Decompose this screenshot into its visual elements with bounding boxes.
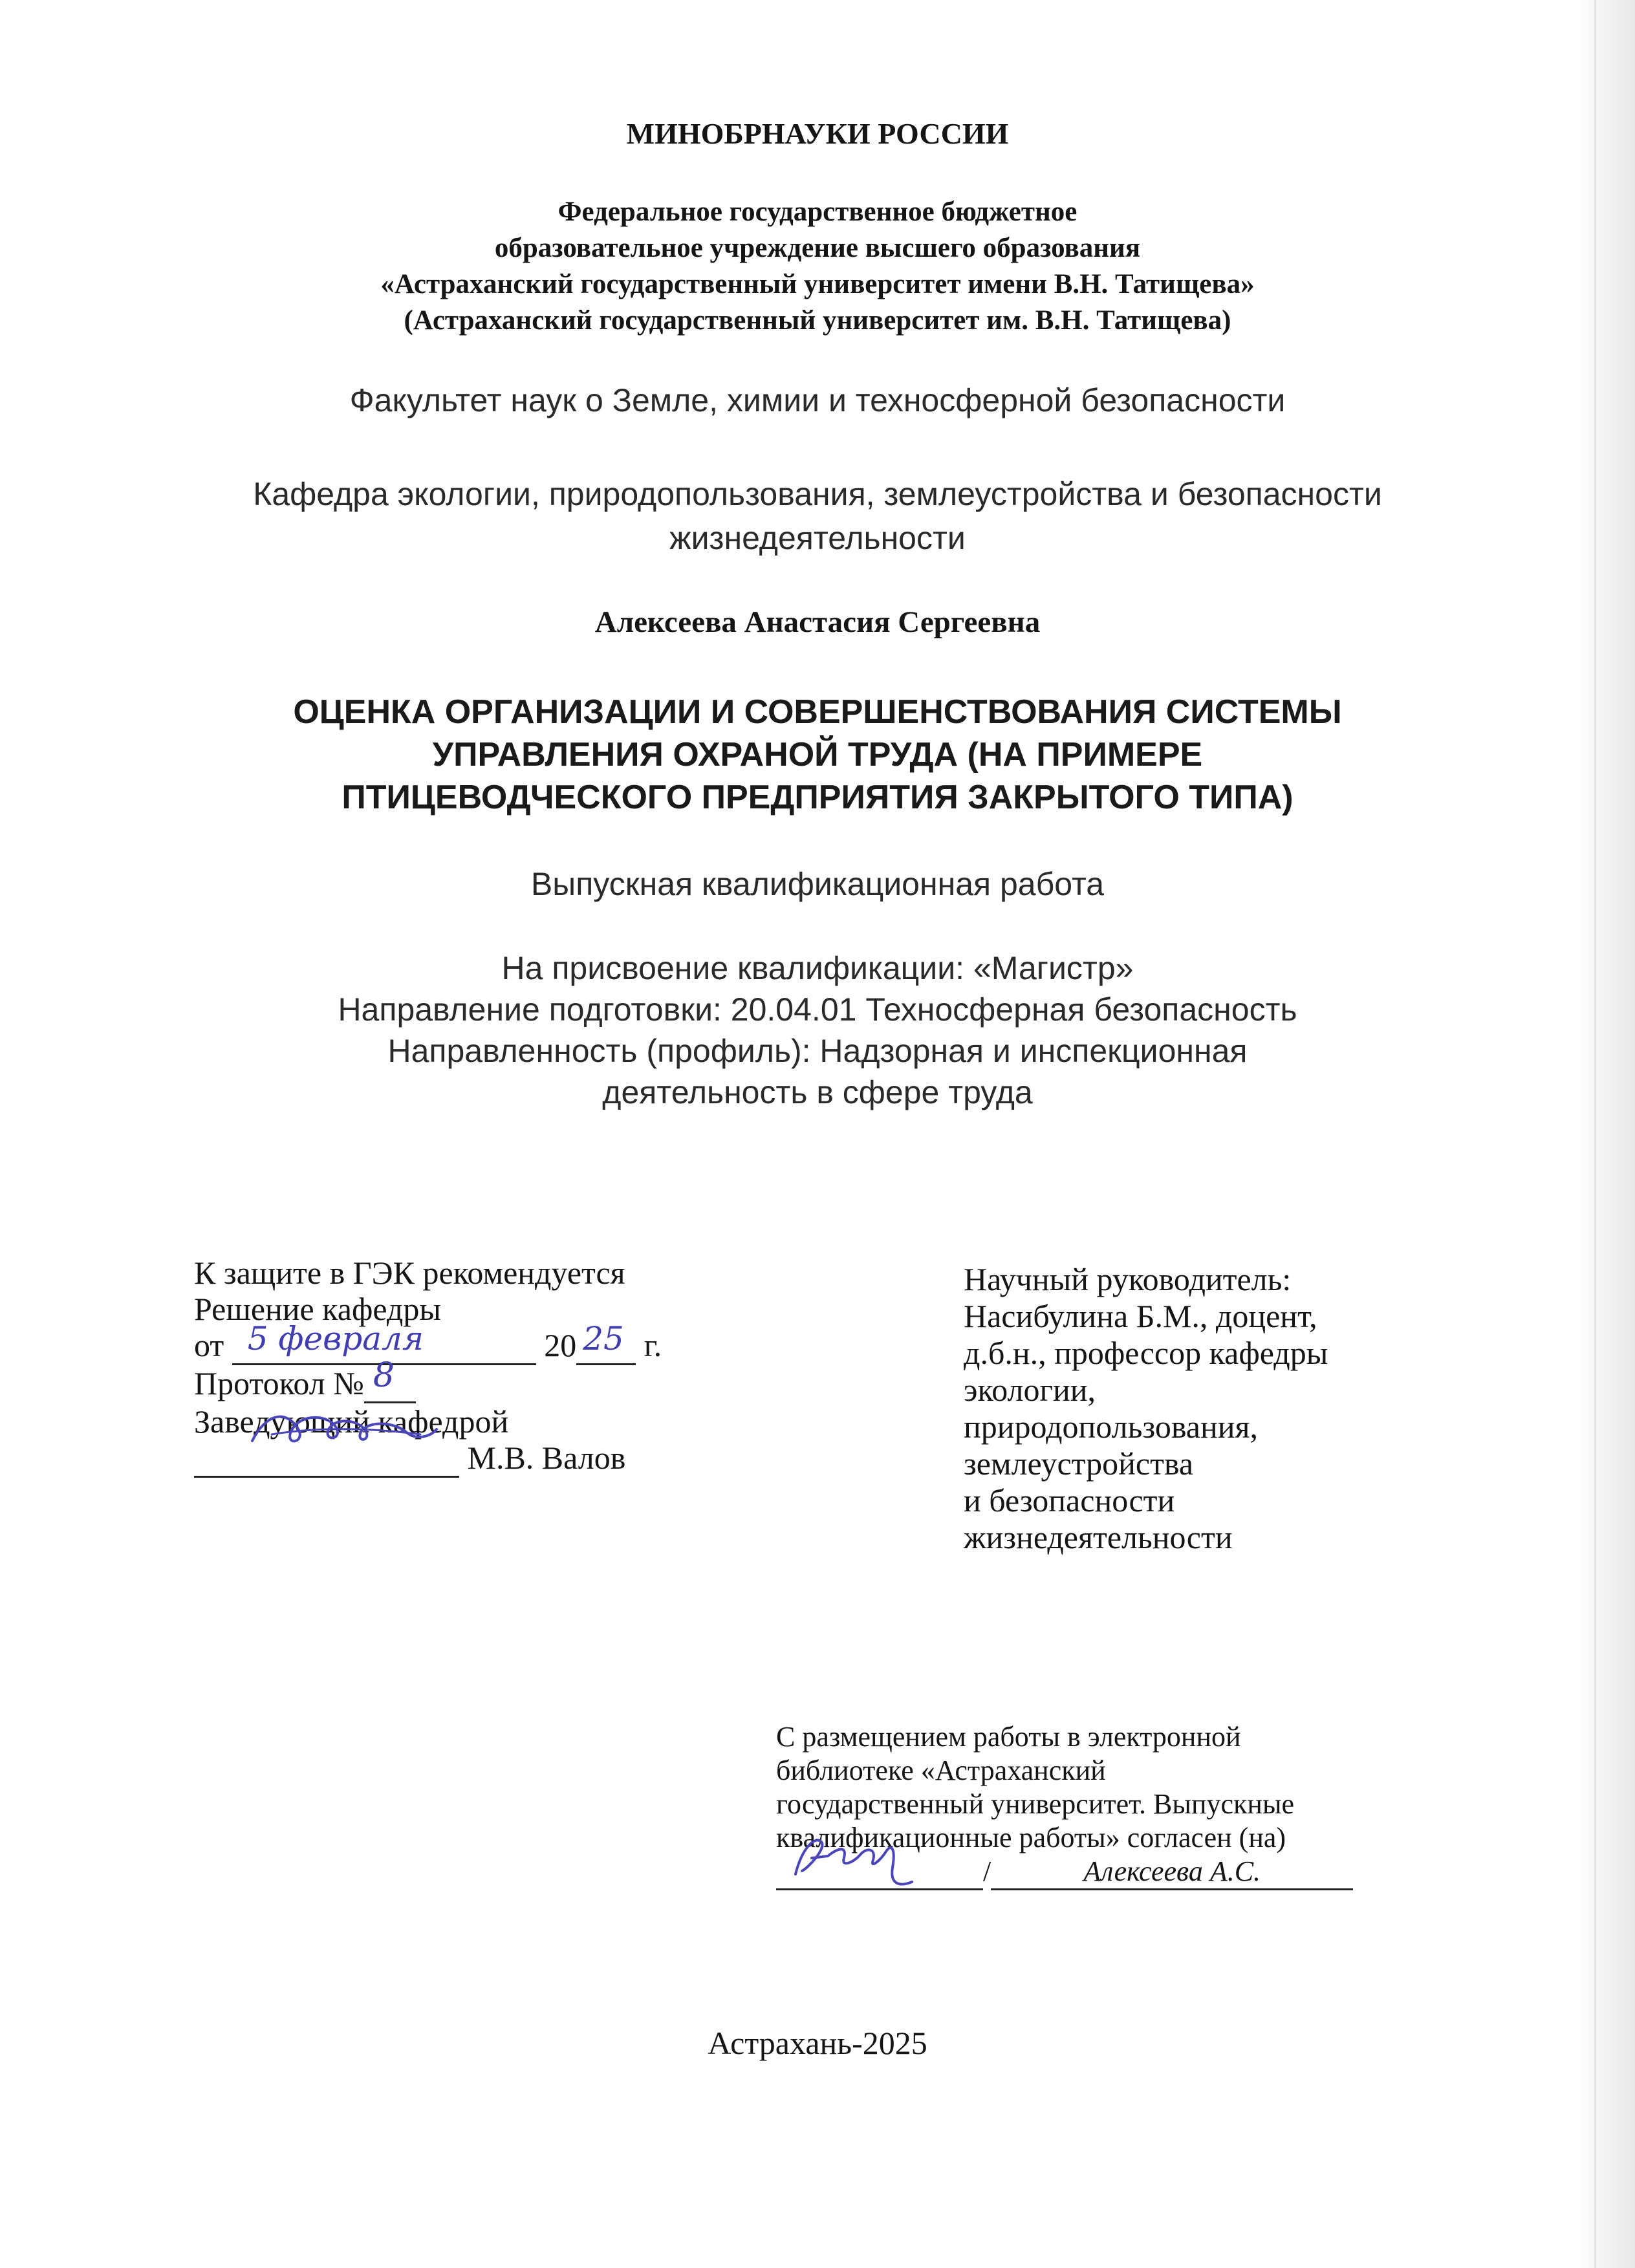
year-prefix: 20: [544, 1327, 577, 1363]
head-signature-field: [194, 1440, 459, 1478]
scan-edge-line: [1594, 0, 1596, 2268]
consent-line-1: С размещением работы в электронной: [776, 1721, 1241, 1753]
qualification-line-4: деятельность в сфере труда: [602, 1074, 1033, 1110]
supervisor-line-5: природопользования,: [964, 1409, 1258, 1445]
supervisor-line-3: д.б.н., профессор кафедры: [964, 1335, 1328, 1371]
title-line-1: ОЦЕНКА ОРГАНИЗАЦИИ И СОВЕРШЕНСТВОВАНИЯ СИСТЕМЫ: [293, 693, 1342, 731]
ministry-heading: МИНОБРНАУКИ РОССИИ: [626, 117, 1009, 150]
qualification-line-3: Направленность (профиль): Надзорная и инспекционная: [387, 1033, 1248, 1069]
supervisor-line-6: землеустройства: [964, 1445, 1194, 1482]
protocol-line: [194, 1356, 776, 1403]
organization-block: [0, 194, 1635, 339]
org-line-3: «Астраханский государственный университет имени В.Н. Татищева»: [380, 269, 1255, 299]
defense-recommendation-block: [194, 1255, 776, 1478]
year-field: [576, 1320, 636, 1365]
author-signature: [783, 1822, 925, 1894]
consent-name: Алексеева А.С.: [1083, 1855, 1261, 1887]
department-line-1: Кафедра экологии, природопользования, землеустройства и безопасности: [253, 476, 1382, 512]
city-year: Астрахань-2025: [708, 2025, 927, 2061]
consent-name-field: [991, 1855, 1353, 1890]
consent-line-3: государственный университет. Выпускные: [776, 1788, 1295, 1820]
protocol-label: Протокол №: [194, 1365, 364, 1401]
work-type: Выпускная квалификационная работа: [530, 866, 1105, 902]
supervisor-line-7: и безопасности: [964, 1482, 1175, 1518]
defense-date-line: [194, 1320, 776, 1365]
supervisor-line-4: экологии,: [964, 1372, 1096, 1408]
date-handwritten: 5 февраля: [247, 1320, 424, 1357]
year-suffix: г.: [644, 1327, 662, 1363]
consent-line-4: квалификационные работы» согласен (на): [776, 1822, 1286, 1853]
org-line-4: (Астраханский государственный университет им. В.Н. Татищева): [404, 305, 1231, 336]
org-line-2: образовательное учреждение высшего образования: [494, 233, 1141, 263]
author-name: Алексеева Анастасия Сергеевна: [594, 605, 1041, 639]
consent-separator: /: [983, 1855, 991, 1887]
qualification-line-2: Направление подготовки: 20.04.01 Техносферная безопасность: [338, 991, 1297, 1028]
consent-signature-line: [776, 1855, 1423, 1890]
protocol-field: [364, 1356, 416, 1403]
scan-edge-shadow: [1577, 0, 1635, 2268]
protocol-handwritten: 8: [373, 1356, 395, 1395]
head-signature-line: [194, 1440, 776, 1478]
supervisor-line-8: жизнедеятельности: [964, 1519, 1233, 1555]
author-signature-field: [776, 1855, 983, 1890]
thesis-title: [0, 691, 1635, 819]
supervisor-line-2: Насибулина Б.М., доцент,: [964, 1298, 1317, 1334]
department-line-2: жизнедеятельности: [669, 520, 966, 556]
supervisor-block: [964, 1261, 1481, 1556]
defense-line-1: К защите в ГЭК рекомендуется: [194, 1255, 625, 1291]
qualification-line-1: На присвоение квалификации: «Магистр»: [501, 950, 1134, 986]
year-handwritten: 25: [583, 1320, 624, 1357]
head-name: М.В. Валов: [467, 1440, 626, 1476]
faculty-name: Факультет наук о Земле, химии и техносферной безопасности: [349, 382, 1286, 418]
head-signature: [246, 1402, 440, 1460]
head-label: Заведующий кафедрой: [194, 1403, 509, 1440]
consent-block: [776, 1720, 1423, 1890]
department-block: [0, 472, 1635, 560]
date-prefix: от: [194, 1327, 224, 1363]
title-line-3: ПТИЦЕВОДЧЕСКОГО ПРЕДПРИЯТИЯ ЗАКРЫТОГО ТИПА): [341, 779, 1294, 816]
org-line-1: Федеральное государственное бюджетное: [558, 197, 1077, 227]
defense-line-2: Решение кафедры: [194, 1291, 441, 1327]
title-line-2: УПРАВЛЕНИЯ ОХРАНОЙ ТРУДА (НА ПРИМЕРЕ: [432, 736, 1203, 773]
consent-line-2: библиотеке «Астраханский: [776, 1755, 1106, 1786]
qualification-block: [0, 947, 1635, 1113]
supervisor-line-1: Научный руководитель:: [964, 1261, 1292, 1297]
